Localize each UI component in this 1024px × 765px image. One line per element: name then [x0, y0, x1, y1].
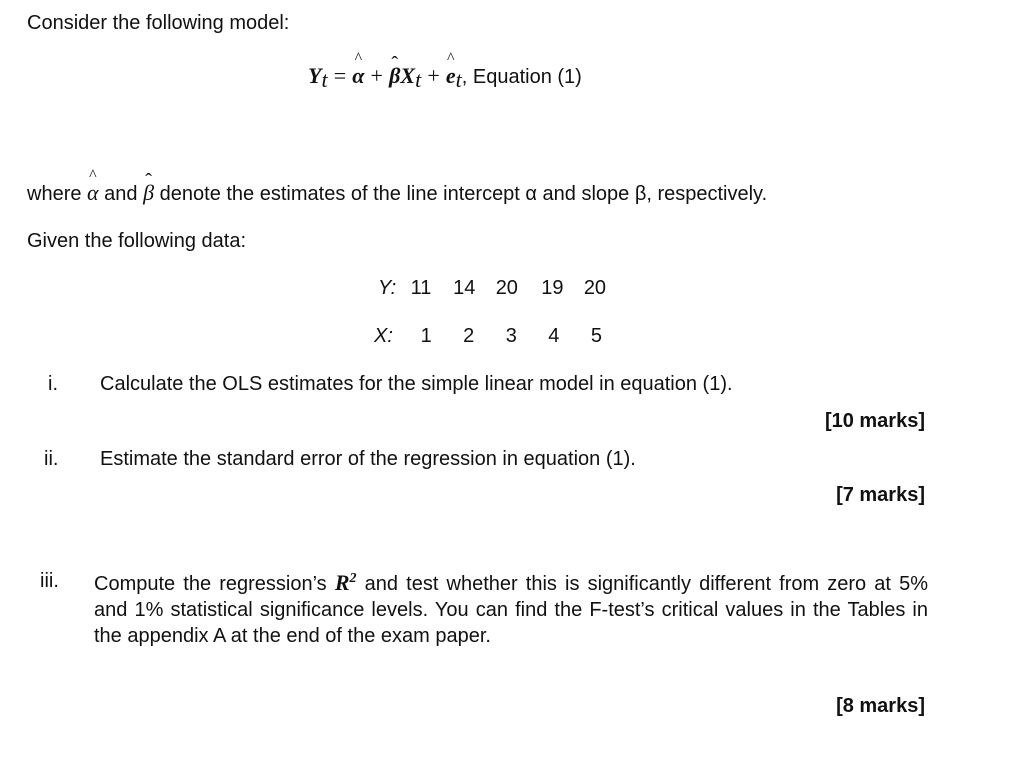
eq-label: , Equation (1) — [461, 66, 582, 88]
data-row-y — [378, 277, 606, 300]
question-3-marks: [8 marks] — [836, 695, 925, 717]
r-exponent: 2 — [349, 571, 357, 586]
question-3-text-post: and test whether this is significantly different from zero at 5% and 1% statistical significance levels. You can find the F-test’s critical values in the Tables in the appendix A at the end of the exam paper. — [94, 573, 929, 647]
eq-e-hat: e ^ — [446, 63, 456, 89]
y-value: 19 — [541, 277, 564, 299]
y-value: 20 — [495, 277, 518, 299]
question-3-number: iii. — [40, 570, 59, 592]
question-2-marks: [7 marks] — [836, 484, 925, 506]
r-squared — [335, 570, 357, 595]
eq-y-sub: t — [321, 67, 328, 92]
eq-plus-2: + — [427, 63, 440, 88]
y-value: 14 — [453, 277, 476, 299]
where-post: denote the estimates of the line intercept α and slope β, respectively. — [159, 183, 768, 205]
eq-y: Y — [308, 63, 322, 88]
model-equation — [308, 63, 582, 93]
eq-plus-1: + — [370, 63, 383, 88]
y-value: 11 — [410, 277, 432, 299]
question-2-number: ii. — [44, 448, 59, 470]
eq-equals: = — [333, 63, 347, 88]
given-text: Given the following data: — [27, 230, 247, 252]
where-line — [27, 180, 767, 206]
eq-beta-hat: β ˆ — [389, 63, 400, 89]
x-label: X: — [374, 325, 393, 347]
where-mid: and — [104, 183, 138, 205]
question-1-text: Calculate the OLS estimates for the simple linear model in equation (1). — [100, 373, 733, 395]
x-value: 5 — [590, 325, 602, 347]
where-alpha-hat: α ^ — [87, 180, 99, 206]
data-row-x — [374, 325, 602, 348]
where-beta-hat: β ˆ — [143, 180, 154, 206]
question-3-text — [94, 566, 928, 649]
y-value: 20 — [583, 277, 607, 299]
question-2-text: Estimate the standard error of the regression in equation (1). — [100, 448, 636, 470]
x-value: 2 — [463, 325, 475, 347]
x-value: 1 — [420, 325, 432, 347]
question-1-number: i. — [48, 373, 58, 395]
intro-text: Consider the following model: — [27, 12, 290, 34]
question-3-text-pre: Compute the regression’s — [94, 573, 327, 595]
x-value: 3 — [505, 325, 517, 347]
where-pre: where — [27, 183, 82, 205]
question-1-marks: [10 marks] — [824, 410, 925, 432]
eq-alpha-hat: α ^ — [352, 63, 364, 89]
eq-x-sub: t — [415, 67, 422, 92]
r-symbol: R — [334, 570, 350, 595]
eq-e-sub: t — [455, 67, 462, 92]
y-label: Y: — [378, 277, 397, 299]
x-value: 4 — [548, 325, 560, 347]
eq-x: X — [400, 63, 416, 88]
